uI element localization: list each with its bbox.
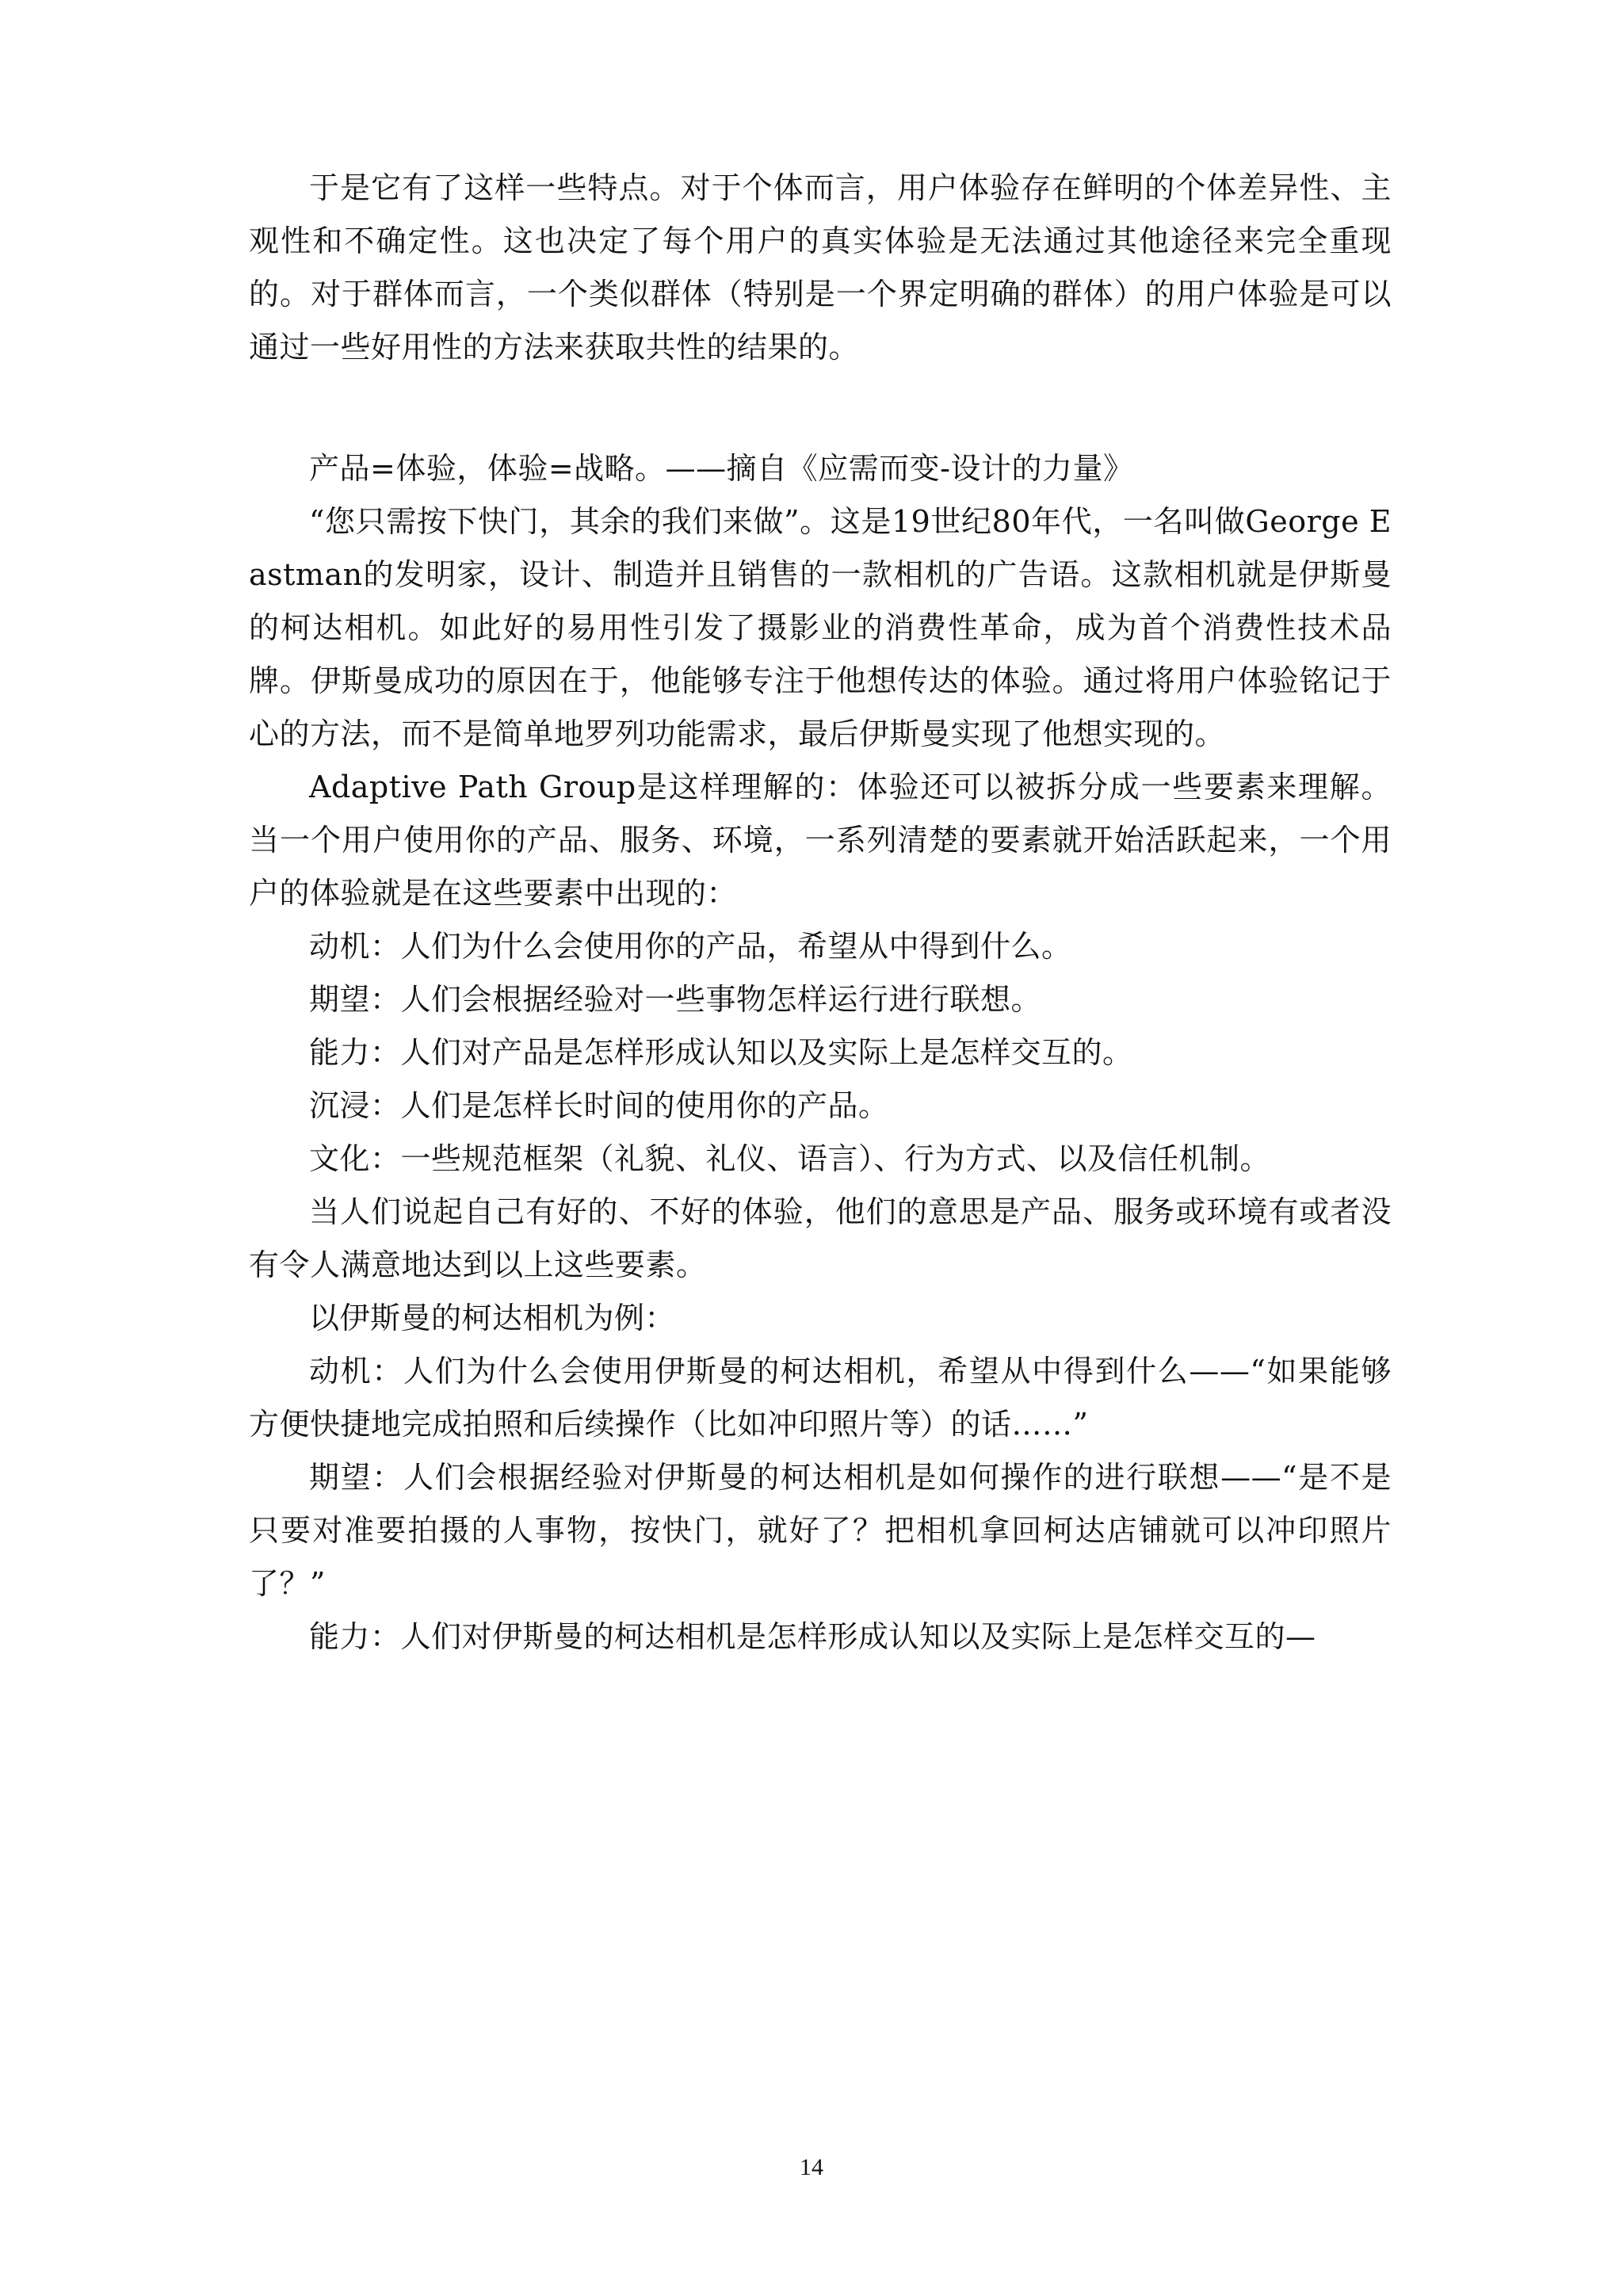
paragraph-ability: 能力：人们对产品是怎样形成认知以及实际上是怎样交互的。: [309, 1035, 1133, 1070]
paragraph-kodak-ability: 能力：人们对伊斯曼的柯达相机是怎样形成认知以及实际上是怎样交互的—: [309, 1619, 1316, 1654]
page-number: 14: [800, 2154, 823, 2180]
paragraph-user-experience-features: 于是它有了这样一些特点。对于个体而言，用户体验存在鲜明的个体差异性、主观性和不确定性。这也决定了每个用户的真实体验是无法通过其他途径来完全重现的。对于群体而言，一个类似群体（特别是一个界定明确的群体）的用户体验是可以通过一些好用性的方法来获取共性的结果的。: [249, 170, 1392, 365]
paragraph-kodak-history: “您只需按下快门，其余的我们来做”。这是19世纪80年代，一名叫做George Eastman的发明家，设计、制造并且销售的一款相机的广告语。这款相机就是伊斯曼的柯达相机。如此好的易用性引发了摄影业的消费性革命，成为首个消费性技术品牌。伊斯曼成功的原因在于，他能够专注于他想传达的体验。通过将用户体验铭记于心的方法，而不是简单地罗列功能需求，最后伊斯曼实现了他想实现的。: [249, 504, 1392, 751]
paragraph-adaptive-path: Adaptive Path Group是这样理解的：体验还可以被拆分成一些要素来理解。当一个用户使用你的产品、服务、环境，一系列清楚的要素就开始活跃起来，一个用户的体验就是在这些要素中出现的：: [249, 770, 1392, 911]
paragraph-quote-source: 产品=体验，体验=战略。——摘自《应需而变-设计的力量》: [309, 451, 1134, 486]
paragraph-culture: 文化：一些规范框架（礼貌、礼仪、语言）、行为方式、以及信任机制。: [309, 1141, 1271, 1176]
body-text: [249, 162, 1392, 1664]
paragraph-expectation: 期望：人们会根据经验对一些事物怎样运行进行联想。: [309, 982, 1042, 1017]
paragraph-immersion: 沉浸：人们是怎样长时间的使用你的产品。: [309, 1088, 889, 1123]
paragraph-kodak-expectation: 期望：人们会根据经验对伊斯曼的柯达相机是如何操作的进行联想——“是不是只要对准要拍摄的人事物，按快门，就好了？把相机拿回柯达店铺就可以冲印照片了？”: [249, 1460, 1392, 1601]
paragraph-example-intro: 以伊斯曼的柯达相机为例：: [309, 1301, 676, 1335]
paragraph-good-bad-experience: 当人们说起自己有好的、不好的体验，他们的意思是产品、服务或环境有或者没有令人满意地达到以上这些要素。: [249, 1194, 1392, 1282]
paragraph-motivation: 动机：人们为什么会使用你的产品，希望从中得到什么。: [309, 929, 1072, 964]
paragraph-kodak-motivation: 动机：人们为什么会使用伊斯曼的柯达相机，希望从中得到什么——“如果能够方便快捷地完成拍照和后续操作（比如冲印照片等）的话……”: [249, 1354, 1392, 1442]
